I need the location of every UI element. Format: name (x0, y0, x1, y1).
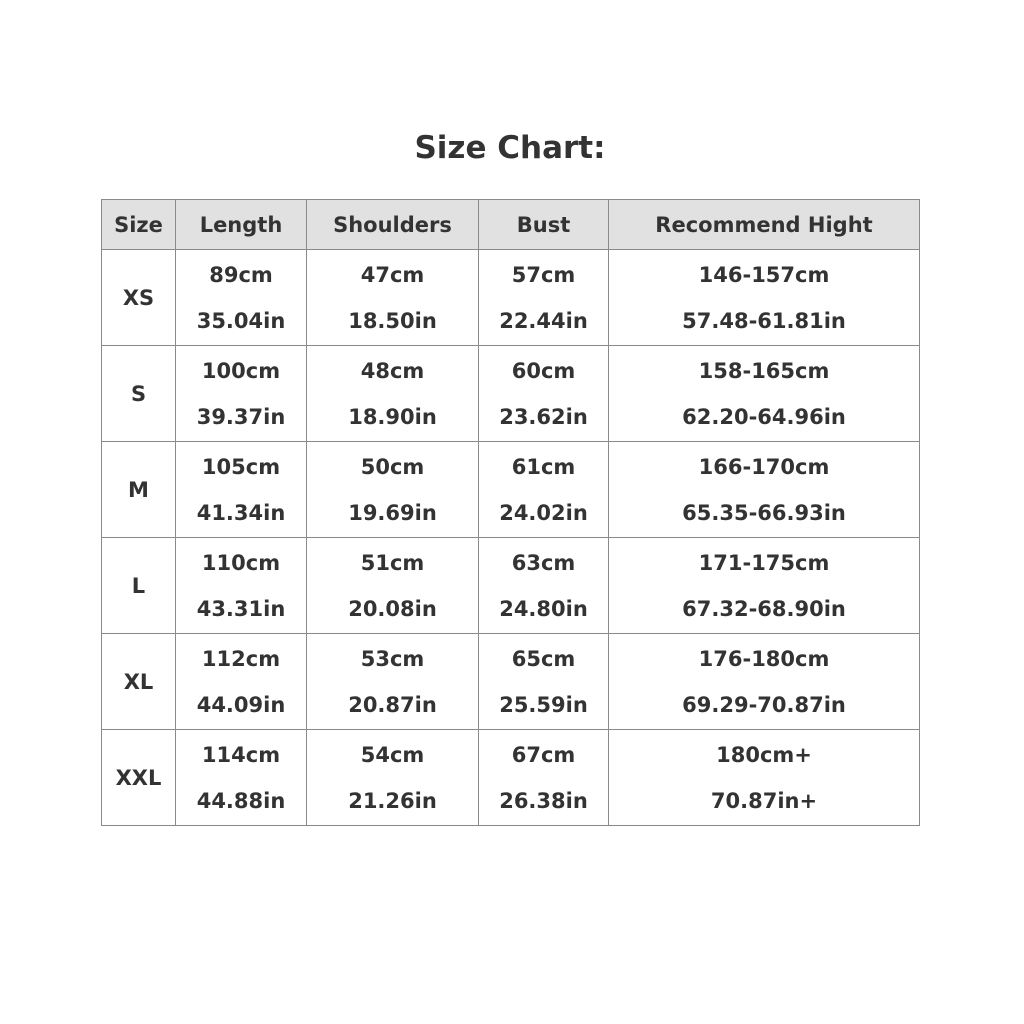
shoulders-cm: 47cm (360, 262, 425, 287)
bust-in: 25.59in (499, 692, 588, 717)
length-cm: 89cm (209, 262, 273, 287)
height-cm: 180cm+ (716, 742, 812, 767)
table-row (102, 730, 920, 826)
height-in: 65.35-66.93in (682, 500, 846, 525)
height-cm: 146-157cm (698, 262, 830, 287)
length-cm: 100cm (201, 358, 281, 383)
length-cm: 114cm (201, 742, 281, 767)
size-label: S (102, 346, 176, 442)
length-cm: 112cm (201, 646, 281, 671)
height-in: 67.32-68.90in (682, 596, 846, 621)
length-cell (176, 250, 307, 346)
size-label: M (102, 442, 176, 538)
header-row (102, 200, 920, 250)
table-body (102, 250, 920, 826)
shoulders-cm: 54cm (360, 742, 425, 767)
page-title: Size Chart: (414, 130, 606, 166)
length-in: 43.31in (196, 596, 286, 621)
height-cell (609, 442, 920, 538)
height-cm: 171-175cm (698, 550, 830, 575)
bust-cell (479, 634, 609, 730)
length-in: 39.37in (196, 404, 286, 429)
table-row (102, 346, 920, 442)
shoulders-cell (307, 634, 479, 730)
shoulders-in: 20.87in (348, 692, 437, 717)
table-row (102, 250, 920, 346)
height-in: 57.48-61.81in (682, 308, 846, 333)
bust-cm: 65cm (511, 646, 576, 671)
shoulders-cm: 51cm (360, 550, 425, 575)
table-row (102, 634, 920, 730)
column-header-length: Length (176, 200, 307, 250)
height-cell (609, 538, 920, 634)
table-row (102, 538, 920, 634)
height-cell (609, 730, 920, 826)
shoulders-in: 19.69in (348, 500, 437, 525)
length-cm: 105cm (201, 454, 281, 479)
bust-cell (479, 442, 609, 538)
shoulders-cell (307, 346, 479, 442)
table-row (102, 442, 920, 538)
length-in: 41.34in (196, 500, 286, 525)
table-header (102, 200, 920, 250)
length-in: 35.04in (196, 308, 286, 333)
height-cell (609, 250, 920, 346)
column-header-bust: Bust (479, 200, 609, 250)
shoulders-cell (307, 730, 479, 826)
bust-cell (479, 346, 609, 442)
size-label: L (102, 538, 176, 634)
size-label: XL (102, 634, 176, 730)
column-header-recommend-height: Recommend Hight (609, 200, 920, 250)
shoulders-cm: 48cm (360, 358, 425, 383)
column-header-shoulders: Shoulders (307, 200, 479, 250)
bust-cell (479, 730, 609, 826)
shoulders-in: 18.90in (348, 404, 437, 429)
shoulders-cell (307, 538, 479, 634)
shoulders-cell (307, 250, 479, 346)
length-cell (176, 442, 307, 538)
size-chart-table (101, 199, 920, 826)
bust-cell (479, 538, 609, 634)
bust-in: 24.02in (499, 500, 588, 525)
length-in: 44.09in (196, 692, 286, 717)
bust-cm: 60cm (511, 358, 576, 383)
length-cell (176, 730, 307, 826)
height-cm: 166-170cm (698, 454, 830, 479)
height-in: 70.87in+ (710, 788, 818, 813)
bust-in: 24.80in (499, 596, 588, 621)
size-label: XXL (102, 730, 176, 826)
height-in: 69.29-70.87in (682, 692, 846, 717)
shoulders-in: 20.08in (348, 596, 437, 621)
bust-cm: 63cm (511, 550, 576, 575)
height-cm: 158-165cm (698, 358, 830, 383)
length-cell (176, 538, 307, 634)
height-cell (609, 346, 920, 442)
length-cell (176, 634, 307, 730)
bust-in: 23.62in (499, 404, 588, 429)
shoulders-cm: 53cm (360, 646, 425, 671)
shoulders-in: 21.26in (348, 788, 437, 813)
height-cell (609, 634, 920, 730)
bust-cm: 57cm (511, 262, 576, 287)
column-header-size: Size (102, 200, 176, 250)
shoulders-in: 18.50in (348, 308, 437, 333)
bust-cm: 67cm (511, 742, 576, 767)
bust-in: 26.38in (499, 788, 588, 813)
length-in: 44.88in (196, 788, 286, 813)
bust-in: 22.44in (499, 308, 588, 333)
height-in: 62.20-64.96in (682, 404, 846, 429)
height-cm: 176-180cm (698, 646, 830, 671)
bust-cell (479, 250, 609, 346)
bust-cm: 61cm (511, 454, 576, 479)
size-label: XS (102, 250, 176, 346)
length-cm: 110cm (201, 550, 281, 575)
shoulders-cm: 50cm (360, 454, 425, 479)
shoulders-cell (307, 442, 479, 538)
length-cell (176, 346, 307, 442)
